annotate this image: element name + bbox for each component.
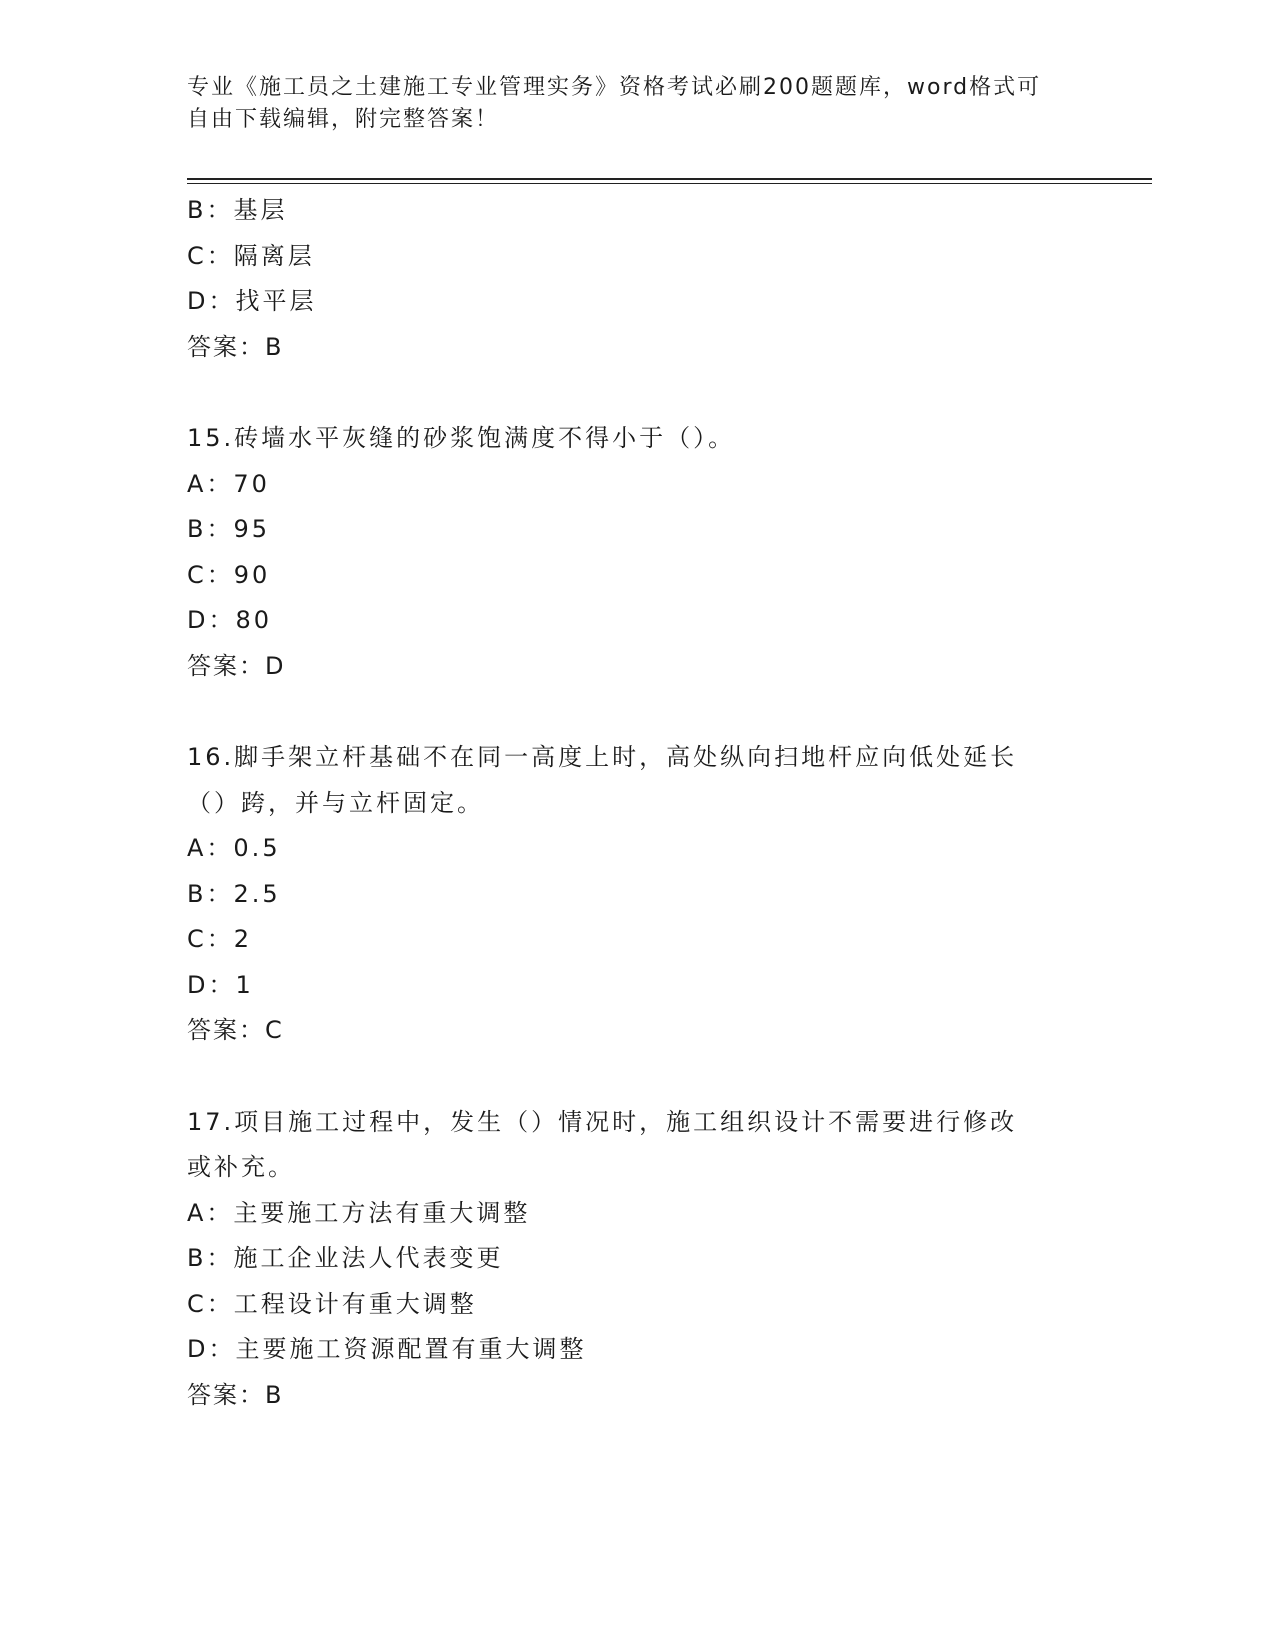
question-stem-line-1: 17.项目施工过程中，发生（）情况时，施工组织设计不需要进行修改 <box>187 1107 1018 1136</box>
document-header <box>187 72 1067 136</box>
question-16 <box>187 735 1087 1054</box>
option-c: C：隔离层 <box>187 241 315 270</box>
option-b: B：施工企业法人代表变更 <box>187 1244 504 1272</box>
spacer <box>187 370 1087 416</box>
option-a: A：70 <box>187 469 270 498</box>
question-stem-line-1: 16.脚手架立杆基础不在同一高度上时，高处纵向扫地杆应向低处延长 <box>187 743 1018 771</box>
option-a: A：主要施工方法有重大调整 <box>187 1198 531 1227</box>
header-rule-thin <box>187 183 1152 184</box>
option-d: D：主要施工资源配置有重大调整 <box>187 1335 587 1363</box>
answer-line: 答案：B <box>187 332 284 361</box>
spacer <box>187 1054 1087 1100</box>
option-a: A：0.5 <box>187 834 281 862</box>
header-line-1: 专业《施工员之土建施工专业管理实务》资格考试必刷200题题库，word格式可 <box>187 75 1042 100</box>
option-d: D：80 <box>187 606 273 634</box>
answer-line: 答案：C <box>187 1016 284 1044</box>
option-b: B：95 <box>187 515 271 543</box>
question-stem-line-2: （）跨，并与立杆固定。 <box>187 788 484 817</box>
document-body <box>187 188 1087 1418</box>
answer-line: 答案：D <box>187 651 286 680</box>
header-rule-thick <box>187 178 1152 180</box>
prev-question <box>187 188 1087 370</box>
question-stem-line-2: 或补充。 <box>187 1153 295 1181</box>
option-d: D：1 <box>187 970 254 999</box>
option-d: D：找平层 <box>187 287 317 315</box>
option-b: B：2.5 <box>187 879 281 908</box>
question-stem: 15.砖墙水平灰缝的砂浆饱满度不得小于（）。 <box>187 424 736 452</box>
option-c: C：2 <box>187 925 253 953</box>
option-b: B：基层 <box>187 196 288 224</box>
spacer <box>187 689 1087 735</box>
question-17 <box>187 1100 1087 1419</box>
header-line-2: 自由下载编辑，附完整答案！ <box>187 107 500 132</box>
answer-line: 答案：B <box>187 1380 284 1409</box>
option-c: C：90 <box>187 560 271 589</box>
option-c: C：工程设计有重大调整 <box>187 1289 477 1318</box>
question-15 <box>187 416 1087 689</box>
